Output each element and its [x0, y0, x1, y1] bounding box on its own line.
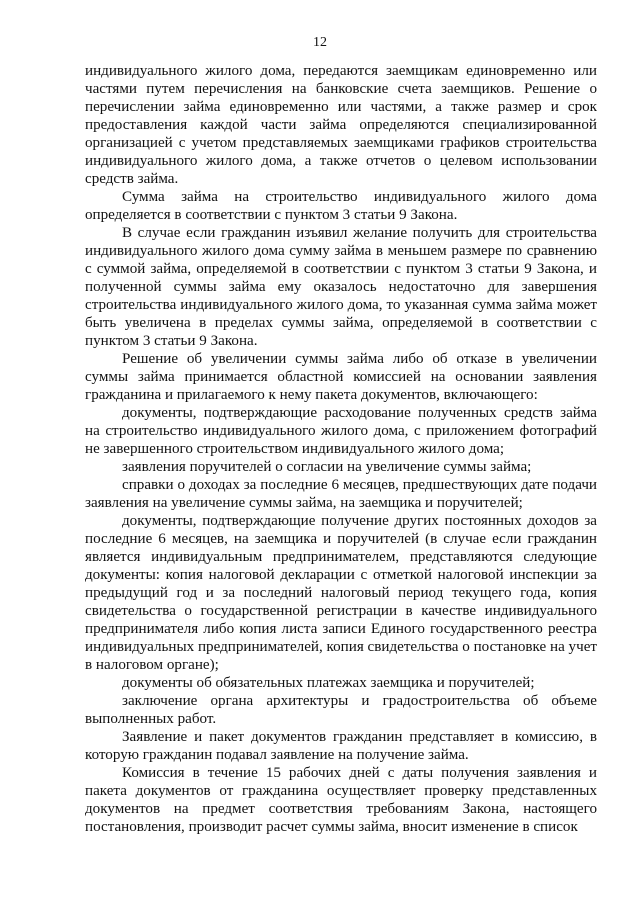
- document-body: [85, 62, 597, 836]
- paragraph: заявления поручителей о согласии на увеличение суммы займа;: [122, 459, 532, 475]
- paragraph: документы об обязательных платежах заемщика и поручителей;: [122, 675, 535, 691]
- paragraph: Решение об увеличении суммы займа либо об отказе в увеличении суммы займа принимается областной комиссией на основании заявления гражданина и прилагаемого к нему пакета документов, включающего:: [85, 351, 597, 403]
- paragraph: Сумма займа на строительство индивидуального жилого дома определяется в соответствии с пунктом 3 статьи 9 Закона.: [85, 189, 597, 223]
- paragraph: Комиссия в течение 15 рабочих дней с даты получения заявления и пакета документов от гражданина осуществляет проверку представленных документов на предмет соответствия требованиям Закона, настоящего постановления, производит расчет суммы займа, вносит изменение в список: [85, 765, 597, 835]
- paragraph: документы, подтверждающие получение других постоянных доходов за последние 6 месяцев, на заемщика и поручителей (в случае если гражданин является индивидуальным предпринимателем, представляются следующие документы: копия налоговой декларации с отметкой налоговой инспекции за предыдущий год и за последний налоговый период текущего года, копия свидетельства о государственной регистрации в качестве индивидуального предпринимателя либо копия листа записи Единого государственного реестра индивидуальных предпринимателей, копия свидетельства о постановке на учет в налоговом органе);: [85, 513, 597, 673]
- paragraph: документы, подтверждающие расходование полученных средств займа на строительство индивидуального жилого дома, с приложением фотографий не завершенного строительством индивидуального жилого дома;: [85, 405, 597, 457]
- page-number: 12: [313, 35, 327, 50]
- paragraph: заключение органа архитектуры и градостроительства об объеме выполненных работ.: [85, 693, 597, 727]
- paragraph: Заявление и пакет документов гражданин представляет в комиссию, в которую гражданин подавал заявление на получение займа.: [85, 729, 597, 763]
- paragraph: индивидуального жилого дома, передаются заемщикам единовременно или частями путем перечисления на банковские счета заемщиков. Решение о перечислении займа единовременно или частями, а также размер и срок предоставления каждой части займа определяются специализированной организацией с учетом представляемых заемщиками графиков строительства индивидуального жилого дома, а также отчетов о целевом использовании средств займа.: [85, 63, 597, 187]
- paragraph: В случае если гражданин изъявил желание получить для строительства индивидуального жилого дома сумму займа в меньшем размере по сравнению с суммой займа, определяемой в соответствии с пунктом 3 статьи 9 Закона, и полученной суммы займа ему оказалось недостаточно для завершения строительства индивидуального жилого дома, то указанная сумма займа может быть увеличена в пределах суммы займа, определяемой в соответствии с пунктом 3 статьи 9 Закона.: [85, 225, 597, 349]
- paragraph: справки о доходах за последние 6 месяцев, предшествующих дате подачи заявления на увеличение суммы займа, на заемщика и поручителей;: [85, 477, 597, 511]
